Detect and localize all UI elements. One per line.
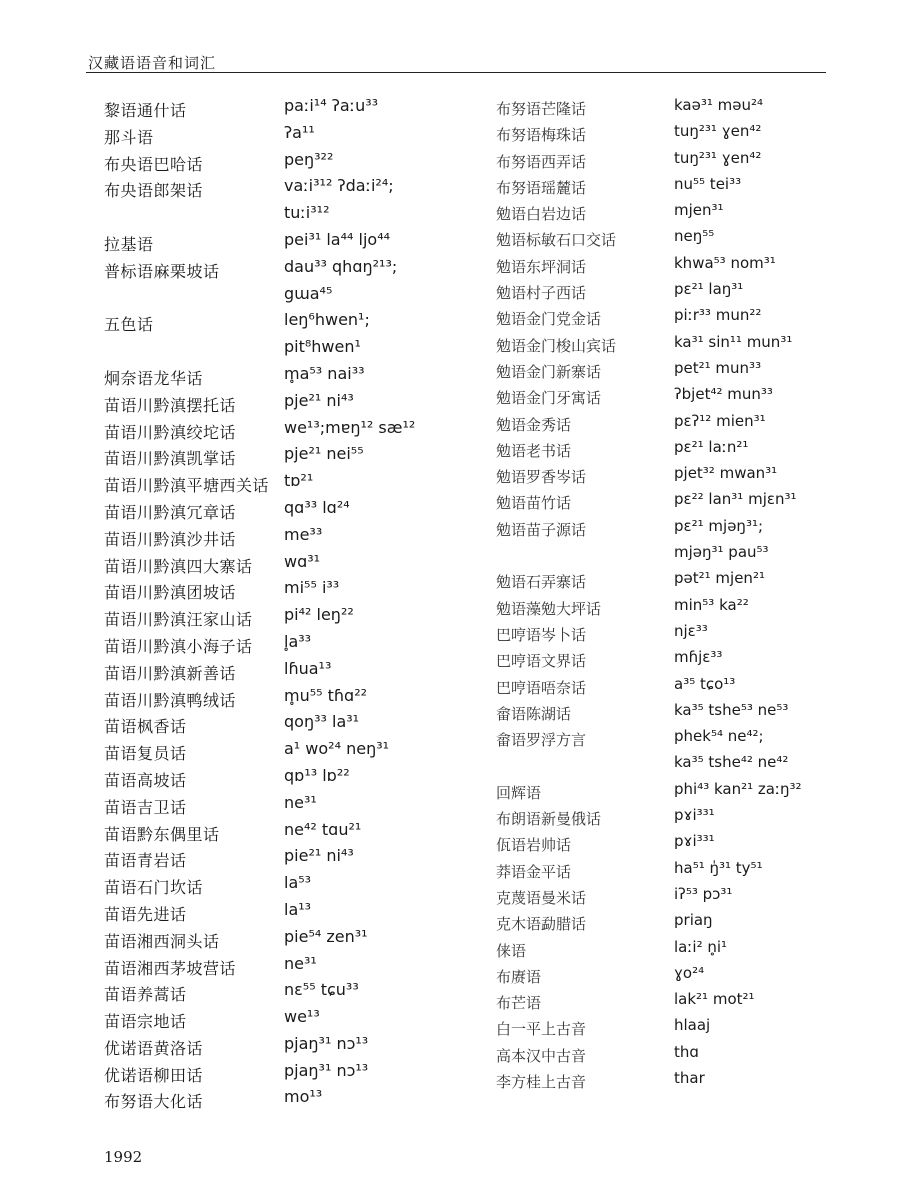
dialect-name: 勉语金门牙寓话 (496, 389, 602, 408)
phonetic-form: ne³¹ (284, 953, 317, 973)
dialect-name: 苗语养蒿话 (104, 985, 187, 1005)
dialect-name: 布努语西弄话 (496, 152, 587, 171)
phonetic-form: we¹³ (284, 1007, 320, 1027)
phonetic-form: piːr³³ mun²² (674, 306, 762, 325)
dialect-name: 勉语藻勉大坪话 (496, 599, 602, 618)
dialect-name: 苗语川黔滇凯掌话 (104, 449, 237, 469)
phonetic-form: l̥a³³ (284, 631, 312, 651)
phonetic-form: phek⁵⁴ ne⁴²; (674, 727, 764, 746)
running-head-title: 汉藏语语音和词汇 (88, 54, 217, 72)
dialect-name: 勉语村子西话 (496, 284, 587, 303)
dialect-name: 勉语罗香岑话 (496, 468, 587, 487)
dialect-name: 苗语川黔滇新善话 (104, 663, 237, 683)
dialect-name: 苗语川黔滇汪家山话 (104, 610, 253, 630)
dialect-name: 李方桂上古音 (496, 1072, 587, 1091)
dialect-name: 那斗语 (104, 127, 154, 147)
dialect-name: 勉语苗子源话 (496, 520, 587, 539)
dialect-name: 苗语川黔滇平塘西关话 (104, 476, 270, 496)
dialect-name: 苗语先进话 (104, 904, 187, 924)
phonetic-form: dau³³ qhɑŋ²¹³; (284, 256, 398, 276)
dialect-name: 勉语东坪洞话 (496, 257, 587, 276)
dialect-name: 布芒语 (496, 994, 542, 1013)
phonetic-form: kaə³¹ məu²⁴ (674, 96, 764, 114)
dialect-name: 黎语通什话 (104, 101, 187, 120)
dialect-name: 莽语金平话 (496, 862, 572, 881)
phonetic-form: pɛ²² lan³¹ mjɛn³¹ (674, 490, 797, 509)
phonetic-form: tɒ²¹ (284, 471, 314, 491)
phonetic-form: ka³⁵ tshe⁵³ ne⁵³ (674, 700, 789, 719)
dialect-name: 布努语大化话 (104, 1092, 204, 1112)
dialect-name: 勉语标敏石口交话 (496, 231, 617, 250)
phonetic-form: la¹³ (284, 899, 312, 919)
phonetic-form: a³⁵ tɕo¹³ (674, 674, 736, 693)
phonetic-form: ka³¹ sin¹¹ mun³¹ (674, 332, 793, 351)
dialect-name: 布朗语新曼俄话 (496, 810, 602, 829)
phonetic-form: ka³⁵ tshe⁴² ne⁴² (674, 753, 789, 772)
phonetic-form: priaŋ (674, 911, 713, 930)
dialect-name: 勉语金门党金话 (496, 310, 602, 329)
dialect-name: 苗语青岩话 (104, 851, 187, 871)
phonetic-form: nu⁵⁵ tei³³ (674, 174, 742, 193)
phonetic-form: pɤi³³¹ (674, 832, 715, 851)
dialect-name: 苗语湘西茅坡营话 (104, 958, 237, 978)
dialect-name: 布赓语 (496, 967, 542, 986)
phonetic-form: ha⁵¹ ŋ̍³¹ ty⁵¹ (674, 858, 763, 877)
dialect-name: 布努语梅珠话 (496, 126, 587, 145)
dialect-name: 克蔑语曼米话 (496, 888, 587, 907)
phonetic-form: iʔ⁵³ pɔ³¹ (674, 884, 733, 903)
dialect-name: 巴哼语岑卜话 (496, 625, 587, 644)
phonetic-form: thar (674, 1068, 705, 1087)
phonetic-form: m̥u⁵⁵ tɦɑ²² (284, 685, 368, 705)
dialect-name: 布努语瑶麓话 (496, 178, 587, 197)
phonetic-form: m̥a⁵³ nai³³ (284, 363, 365, 383)
phonetic-form: tuːi³¹² (284, 203, 330, 223)
dialect-name: 勉语金门新寨话 (496, 362, 602, 381)
phonetic-form: mjəŋ³¹ pau⁵³ (674, 543, 769, 562)
dialect-name: 普标语麻栗坡话 (104, 261, 220, 281)
phonetic-form: ʔa¹¹ (284, 122, 315, 142)
dialect-name: 布央语巴哈话 (104, 154, 204, 174)
phonetic-form: pət²¹ mjen²¹ (674, 569, 765, 588)
phonetic-form: khwa⁵³ nom³¹ (674, 253, 776, 272)
phonetic-form: pie²¹ ni⁴³ (284, 846, 354, 866)
phonetic-form: vaːi³¹² ʔdaːi²⁴; (284, 176, 394, 196)
dialect-name: 佤语岩帅话 (496, 836, 572, 855)
phonetic-form: mjen³¹ (674, 201, 724, 220)
dialect-name: 勉语白岩边话 (496, 205, 587, 224)
dialect-name: 苗语枫香话 (104, 717, 187, 737)
phonetic-form: min⁵³ ka²² (674, 595, 749, 614)
phonetic-form: pje²¹ ni⁴³ (284, 390, 354, 410)
dialect-name: 五色话 (104, 315, 154, 335)
phonetic-form: me³³ (284, 524, 323, 544)
dialect-name: 畲语陈湖话 (496, 704, 572, 723)
phonetic-form: pie⁵⁴ zen³¹ (284, 926, 368, 946)
phonetic-form: ne³¹ (284, 792, 317, 812)
dialect-name: 巴哼语文界话 (496, 652, 587, 671)
phonetic-form: pje²¹ nei⁵⁵ (284, 444, 364, 464)
phonetic-form: phi⁴³ kan²¹ zaːŋ³² (674, 779, 802, 798)
dialect-name: 炯奈语龙华话 (104, 368, 204, 388)
phonetic-form: pjaŋ³¹ nɔ¹³ (284, 1033, 369, 1053)
dialect-name: 苗语川黔滇沙井话 (104, 529, 237, 549)
dialect-name: 苗语黔东偶里话 (104, 824, 220, 844)
dialect-name: 优诺语黄洛话 (104, 1038, 204, 1058)
phonetic-form: qɑ³³ lɑ²⁴ (284, 497, 350, 517)
phonetic-form: wɑ³¹ (284, 551, 321, 571)
phonetic-form: thɑ (674, 1042, 699, 1061)
phonetic-form: nɛ⁵⁵ tɕu³³ (284, 980, 359, 1000)
phonetic-form: qɒ¹³ lɒ²² (284, 765, 350, 785)
dialect-name: 勉语金门梭山宾话 (496, 336, 617, 355)
phonetic-form: ne⁴² tɑu²¹ (284, 819, 362, 839)
phonetic-form: leŋ⁶hwen¹; (284, 310, 370, 330)
dialect-name: 苗语川黔滇小海子话 (104, 636, 253, 656)
phonetic-form: neŋ⁵⁵ (674, 227, 715, 246)
dialect-name: 苗语石门坎话 (104, 878, 204, 898)
dialect-name: 克木语勐腊话 (496, 915, 587, 934)
page-number: 1992 (104, 1148, 143, 1166)
dialect-name: 优诺语柳田话 (104, 1065, 204, 1085)
phonetic-form: mi⁵⁵ i³³ (284, 578, 340, 598)
phonetic-form: lak²¹ mot²¹ (674, 990, 755, 1009)
phonetic-form: gɯa⁴⁵ (284, 283, 333, 303)
phonetic-form: pɛʔ¹² mien³¹ (674, 411, 766, 430)
dialect-name: 苗语高坡话 (104, 770, 187, 790)
dialect-name: 苗语湘西洞头话 (104, 931, 220, 951)
phonetic-form: njɛ³³ (674, 621, 708, 640)
dialect-name: 勉语石弄寨话 (496, 573, 587, 592)
phonetic-form: pit⁸hwen¹ (284, 337, 361, 357)
dialect-name: 拉基语 (104, 234, 154, 254)
phonetic-form: pei³¹ la⁴⁴ ljo⁴⁴ (284, 229, 391, 249)
dialect-name: 勉语老书话 (496, 441, 572, 460)
phonetic-form: tuŋ²³¹ ɣen⁴² (674, 148, 762, 167)
dialect-name: 苗语川黔滇绞坨话 (104, 422, 237, 442)
dialect-name: 勉语金秀话 (496, 415, 572, 434)
phonetic-form: la⁵³ (284, 873, 312, 893)
phonetic-form: pɛ²¹ laŋ³¹ (674, 280, 744, 299)
dialect-name: 苗语吉卫话 (104, 797, 187, 817)
phonetic-form: pi⁴² leŋ²² (284, 605, 354, 625)
phonetic-form: ɣo²⁴ (674, 963, 705, 982)
dialect-name: 勉语苗竹话 (496, 494, 572, 513)
dialect-name: 巴哼语唔奈话 (496, 678, 587, 697)
phonetic-form: mɦjɛ³³ (674, 648, 723, 667)
dialect-name: 苗语复员话 (104, 744, 187, 764)
phonetic-form: laːi² n̥i¹ (674, 937, 728, 956)
dialect-name: 布努语芒隆话 (496, 100, 587, 118)
phonetic-form: pjet³² mwan³¹ (674, 464, 778, 483)
dialect-name: 苗语宗地话 (104, 1012, 187, 1032)
phonetic-form: a¹ wo²⁴ neŋ³¹ (284, 739, 390, 759)
dialect-name: 苗语川黔滇冗章话 (104, 502, 237, 522)
dialect-name: 苗语川黔滇四大寨话 (104, 556, 253, 576)
dialect-name: 畲语罗浮方言 (496, 731, 587, 750)
header-rule (86, 72, 826, 73)
phonetic-form: pɤi³³¹ (674, 806, 715, 825)
phonetic-form: tuŋ²³¹ ɣen⁴² (674, 122, 762, 141)
dialect-name: 苗语川黔滇团坡话 (104, 583, 237, 603)
dialect-name: 高本汉中古音 (496, 1046, 587, 1065)
dialect-name: 苗语川黔滇摆托话 (104, 395, 237, 415)
phonetic-form: peŋ³²² (284, 149, 334, 169)
phonetic-form: ʔbjet⁴² mun³³ (674, 385, 773, 404)
dialect-name: 回辉语 (496, 783, 542, 802)
phonetic-form: paːi¹⁴ ʔaːu³³ (284, 96, 379, 115)
phonetic-form: pɛ²¹ mjəŋ³¹; (674, 516, 764, 535)
phonetic-form: pjaŋ³¹ nɔ¹³ (284, 1060, 369, 1080)
dialect-name: 布央语郎架话 (104, 181, 204, 201)
phonetic-form: mo¹³ (284, 1087, 323, 1107)
dialect-name: 苗语川黔滇鸭绒话 (104, 690, 237, 710)
dialect-name: 俫语 (496, 941, 527, 960)
phonetic-form: hlaaj (674, 1016, 711, 1035)
phonetic-form: pet²¹ mun³³ (674, 358, 762, 377)
dialect-name: 白一平上古音 (496, 1020, 587, 1039)
phonetic-form: lɦua¹³ (284, 658, 332, 678)
phonetic-form: pɛ²¹ laːn²¹ (674, 437, 749, 456)
phonetic-form: qoŋ³³ la³¹ (284, 712, 360, 732)
phonetic-form: we¹³;mɐŋ¹² sæ¹² (284, 417, 416, 437)
